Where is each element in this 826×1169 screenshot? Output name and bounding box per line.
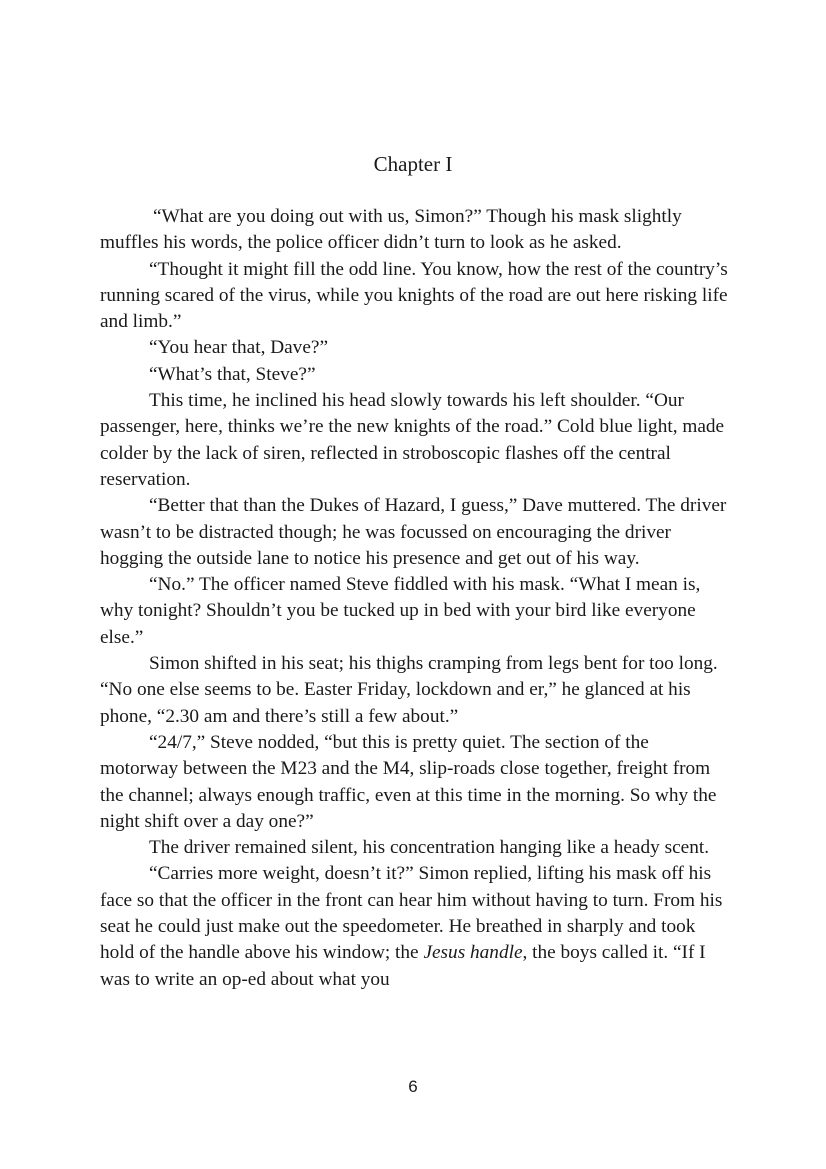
paragraph: “No.” The officer named Steve fiddled with his mask. “What I mean is, why tonight? Shouldn’t you be tucked up in bed with your bird like everyone else.”	[100, 574, 701, 648]
chapter-title: Chapter I	[373, 152, 453, 176]
paragraph: “You hear that, Dave?”	[149, 337, 329, 359]
paragraph: “Better that than the Dukes of Hazard, I guess,” Dave muttered. The driver wasn’t to be distracted though; he was focussed on encouraging the driver hogging the outside lane to notice his presence and get out of his way.	[100, 495, 727, 569]
paragraph: The driver remained silent, his concentration hanging like a heady scent.	[149, 837, 710, 859]
paragraph: “24/7,” Steve nodded, “but this is pretty quiet. The section of the motorway between the M23 and the M4, slip-roads close together, freight from the channel; always enough traffic, even at this time in the morning. So why the night shift over a day one?”	[100, 731, 717, 832]
paragraph: Simon shifted in his seat; his thighs cramping from legs bent for too long. “No one else seems to be. Easter Friday, lockdown and er,” he glanced at his phone, “2.30 am and there’s still a few about.”	[100, 653, 718, 727]
body-text	[100, 204, 728, 993]
paragraph: “What are you doing out with us, Simon?” Though his mask slightly muffles his words, the police officer didn’t turn to look as he asked.	[100, 206, 682, 254]
paragraph-text: “Carries more weight, doesn’t it?” Simon replied, lifting his mask off his face so that the officer in the front can hear him without having to turn. From his seat he could just make out the speedometer. He breathed in sharply and took hold of the handle above his window; the	[100, 863, 723, 964]
paragraph: “Thought it might fill the odd line. You know, how the rest of the country’s running scared of the virus, while you knights of the road are out here risking life and limb.”	[100, 258, 728, 333]
paragraph-text: , the boys called it. “If I was to write an op-ed about what you	[100, 942, 706, 990]
italic-phrase: Jesus handle	[423, 942, 523, 964]
paragraph-last	[100, 861, 728, 992]
paragraph: “What’s that, Steve?”	[149, 363, 316, 385]
page-number: 6	[408, 1077, 418, 1096]
paragraph: This time, he inclined his head slowly towards his left shoulder. “Our passenger, here, thinks we’re the new knights of the road.” Cold blue light, made colder by the lack of siren, reflected in stroboscopic flashes off the central reservation.	[100, 390, 725, 490]
